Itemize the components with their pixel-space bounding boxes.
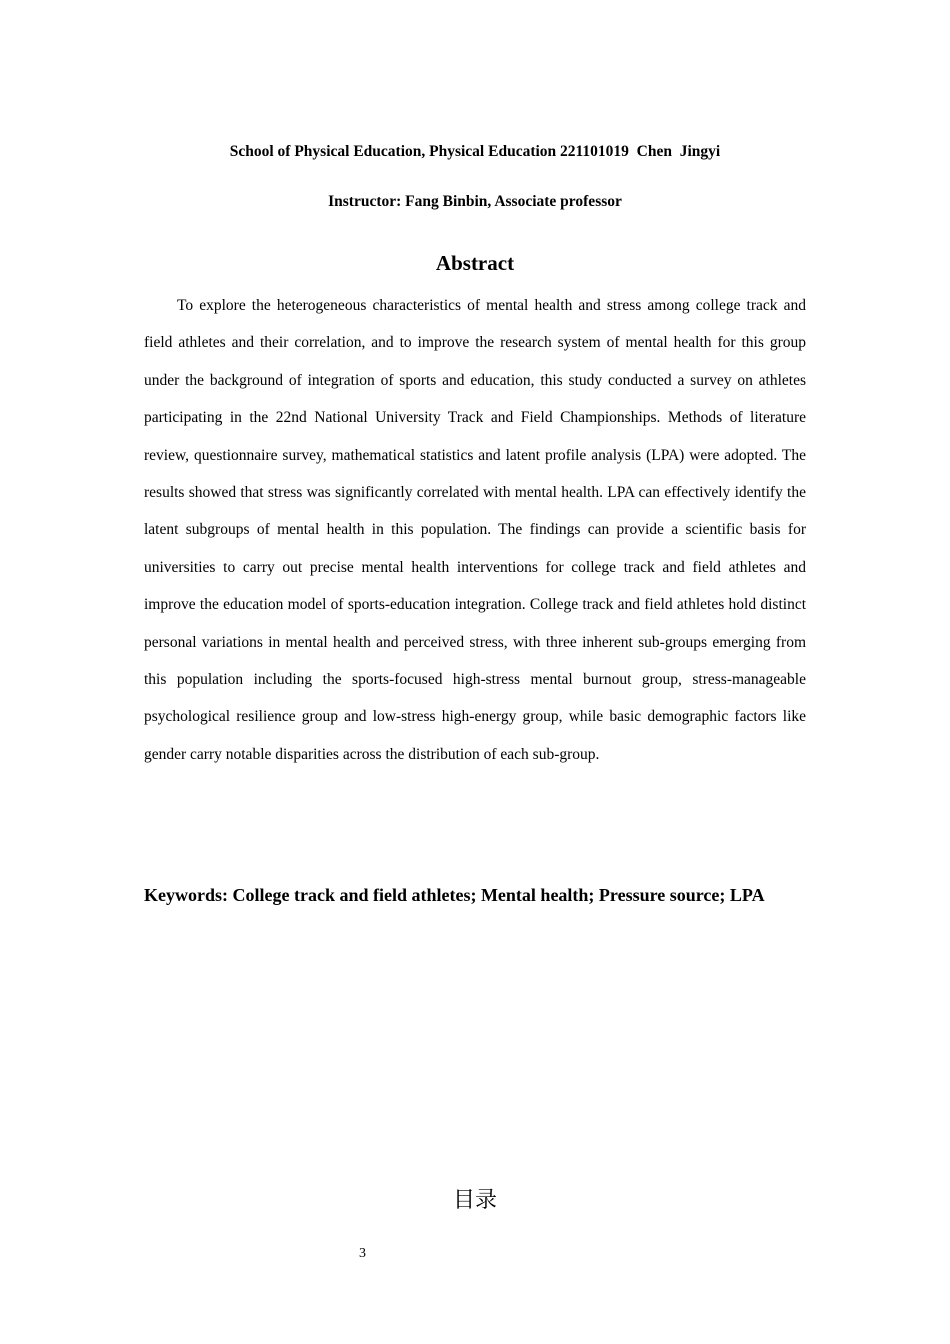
abstract-heading: Abstract <box>435 251 515 275</box>
author-line: School of Physical Education, Physical Education 221101019 Chen Jingyi <box>229 143 721 160</box>
page-number: 3 <box>359 1246 366 1261</box>
instructor-line: Instructor: Fang Binbin, Associate professor <box>328 193 622 210</box>
toc-heading: 目录 <box>452 1188 497 1213</box>
abstract-body: To explore the heterogeneous characteristics of mental health and stress among college track and field athletes and their correlation, and to improve the research system of mental health for this group under the background of integration of sports and education, this study conducted a survey on athletes participating in the 22nd National University Track and Field Championships. Methods of literature review, questionnaire survey, mathematical statistics and latent profile analysis (LPA) were adopted. The results showed that stress was significantly correlated with mental health. LPA can effectively identify the latent subgroups of mental health in this population. The findings can provide a scientific basis for universities to carry out precise mental health interventions for college track and field athletes and improve the education model of sports-education integration. College track and field athletes hold distinct personal variations in mental health and perceived stress, with three inherent sub-groups emerging from this population including the sports-focused high-stress mental burnout group, stress-manageable psychological resilience group and low-stress high-energy group, while basic demographic factors like gender carry notable disparities across the distribution of each sub-group. <box>144 297 806 763</box>
keywords: Keywords: College track and field athletes; Mental health; Pressure source; LPA <box>144 885 765 905</box>
